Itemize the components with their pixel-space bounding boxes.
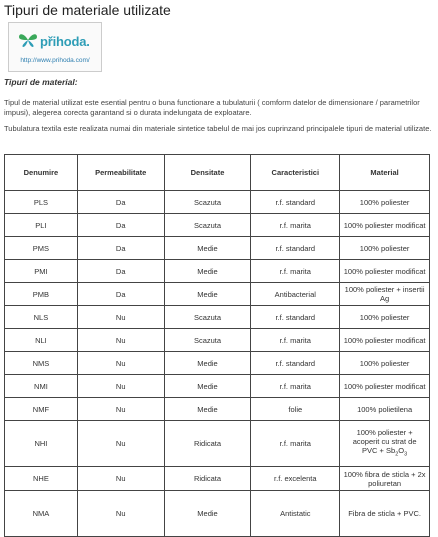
cell-densitate: Medie bbox=[164, 283, 251, 306]
cell-material: 100% poliester bbox=[340, 237, 430, 260]
cell-material: 100% poliester + insertii Ag bbox=[340, 283, 430, 306]
cell-denumire: NMS bbox=[5, 352, 78, 375]
cell-material: 100% poliester bbox=[340, 352, 430, 375]
cell-caracteristici: r.f. standard bbox=[251, 352, 340, 375]
butterfly-logo-icon bbox=[18, 32, 38, 48]
cell-caracteristici: folie bbox=[251, 398, 340, 421]
cell-permeabilitate: Da bbox=[77, 191, 164, 214]
table-row bbox=[5, 467, 430, 491]
cell-denumire: PMB bbox=[5, 283, 78, 306]
table-row bbox=[5, 306, 430, 329]
cell-denumire: NMA bbox=[5, 491, 78, 537]
table-row bbox=[5, 491, 430, 537]
cell-material: Fibra de sticla + PVC. bbox=[340, 491, 430, 537]
table-row bbox=[5, 283, 430, 306]
cell-denumire: PMS bbox=[5, 237, 78, 260]
header-caracteristici: Caracteristici bbox=[251, 155, 340, 191]
cell-permeabilitate: Nu bbox=[77, 352, 164, 375]
logo-url-link[interactable]: http://www.prihoda.com/ bbox=[20, 57, 90, 64]
page-title: Tipuri de materiale utilizate bbox=[4, 2, 171, 18]
cell-material: 100% poliester bbox=[340, 306, 430, 329]
cell-caracteristici: r.f. marita bbox=[251, 421, 340, 467]
cell-denumire: PLI bbox=[5, 214, 78, 237]
cell-densitate: Medie bbox=[164, 352, 251, 375]
cell-denumire: NLI bbox=[5, 329, 78, 352]
table-row bbox=[5, 421, 430, 467]
cell-denumire: NHE bbox=[5, 467, 78, 491]
cell-caracteristici: r.f. standard bbox=[251, 191, 340, 214]
cell-permeabilitate: Da bbox=[77, 237, 164, 260]
cell-permeabilitate: Nu bbox=[77, 491, 164, 537]
cell-denumire: NLS bbox=[5, 306, 78, 329]
prihoda-logo[interactable] bbox=[8, 22, 102, 72]
cell-denumire: NMF bbox=[5, 398, 78, 421]
header-densitate: Densitate bbox=[164, 155, 251, 191]
cell-permeabilitate: Nu bbox=[77, 306, 164, 329]
intro-paragraph-2: Tubulatura textila este realizata numai din materiale sintetice tabelul de mai jos cuprinzand principalele tipuri de material utilizate. bbox=[4, 124, 432, 133]
subscript: 3 bbox=[404, 451, 408, 458]
cell-densitate: Medie bbox=[164, 237, 251, 260]
cell-denumire: PLS bbox=[5, 191, 78, 214]
cell-caracteristici: r.f. standard bbox=[251, 306, 340, 329]
cell-permeabilitate: Nu bbox=[77, 421, 164, 467]
cell-permeabilitate: Nu bbox=[77, 329, 164, 352]
cell-caracteristici: r.f. marita bbox=[251, 214, 340, 237]
cell-densitate: Medie bbox=[164, 375, 251, 398]
cell-permeabilitate: Da bbox=[77, 260, 164, 283]
cell-caracteristici: Antibacterial bbox=[251, 283, 340, 306]
table-row bbox=[5, 375, 430, 398]
table-header-row bbox=[5, 155, 430, 191]
material-line: 100% poliester + bbox=[356, 427, 413, 437]
cell-densitate: Medie bbox=[164, 260, 251, 283]
material-line: acoperit cu strat de bbox=[352, 436, 417, 446]
subscript: 2 bbox=[395, 451, 399, 458]
cell-caracteristici: r.f. marita bbox=[251, 260, 340, 283]
cell-material: 100% poliester modificat bbox=[340, 329, 430, 352]
cell-permeabilitate: Nu bbox=[77, 398, 164, 421]
header-permeabilitate: Permeabilitate bbox=[77, 155, 164, 191]
cell-material bbox=[340, 421, 430, 467]
header-denumire: Denumire bbox=[5, 155, 78, 191]
cell-permeabilitate: Nu bbox=[77, 467, 164, 491]
cell-densitate: Ridicata bbox=[164, 467, 251, 491]
table-row bbox=[5, 329, 430, 352]
table-row bbox=[5, 191, 430, 214]
table-row bbox=[5, 260, 430, 283]
intro-paragraph-1: Tipul de material utilizat este esential pentru o buna functionare a tubulaturii ( comform datelor de dimensionare / parametrilor impusi), alegerea corecta garantand si o durata indelungata de exploatare. bbox=[4, 98, 420, 117]
cell-densitate: Medie bbox=[164, 398, 251, 421]
cell-material: 100% poliester modificat bbox=[340, 214, 430, 237]
cell-caracteristici: r.f. standard bbox=[251, 237, 340, 260]
cell-denumire: NHI bbox=[5, 421, 78, 467]
table-row bbox=[5, 214, 430, 237]
cell-caracteristici: r.f. excelenta bbox=[251, 467, 340, 491]
material-line: PVC + Sb bbox=[362, 445, 396, 455]
logo-brand-text: přihoda. bbox=[40, 34, 90, 49]
header-material: Material bbox=[340, 155, 430, 191]
table-row bbox=[5, 398, 430, 421]
cell-densitate: Ridicata bbox=[164, 421, 251, 467]
cell-material: 100% poliester modificat bbox=[340, 260, 430, 283]
cell-permeabilitate: Da bbox=[77, 214, 164, 237]
cell-material: 100% poliester modificat bbox=[340, 375, 430, 398]
cell-caracteristici: r.f. marita bbox=[251, 375, 340, 398]
section-heading: Tipuri de material: bbox=[4, 77, 78, 87]
cell-permeabilitate: Da bbox=[77, 283, 164, 306]
cell-caracteristici: r.f. marita bbox=[251, 329, 340, 352]
material-formula: O bbox=[398, 445, 405, 455]
cell-densitate: Scazuta bbox=[164, 214, 251, 237]
cell-densitate: Scazuta bbox=[164, 191, 251, 214]
table-row bbox=[5, 237, 430, 260]
cell-densitate: Scazuta bbox=[164, 306, 251, 329]
cell-permeabilitate: Nu bbox=[77, 375, 164, 398]
materials-table bbox=[4, 154, 430, 537]
table-row bbox=[5, 352, 430, 375]
cell-material: 100% poliester bbox=[340, 191, 430, 214]
cell-caracteristici: Antistatic bbox=[251, 491, 340, 537]
cell-denumire: PMI bbox=[5, 260, 78, 283]
cell-densitate: Scazuta bbox=[164, 329, 251, 352]
cell-densitate: Medie bbox=[164, 491, 251, 537]
cell-denumire: NMI bbox=[5, 375, 78, 398]
cell-material: 100% fibra de sticla + 2x poliuretan bbox=[340, 467, 430, 491]
cell-material: 100% polietilena bbox=[340, 398, 430, 421]
